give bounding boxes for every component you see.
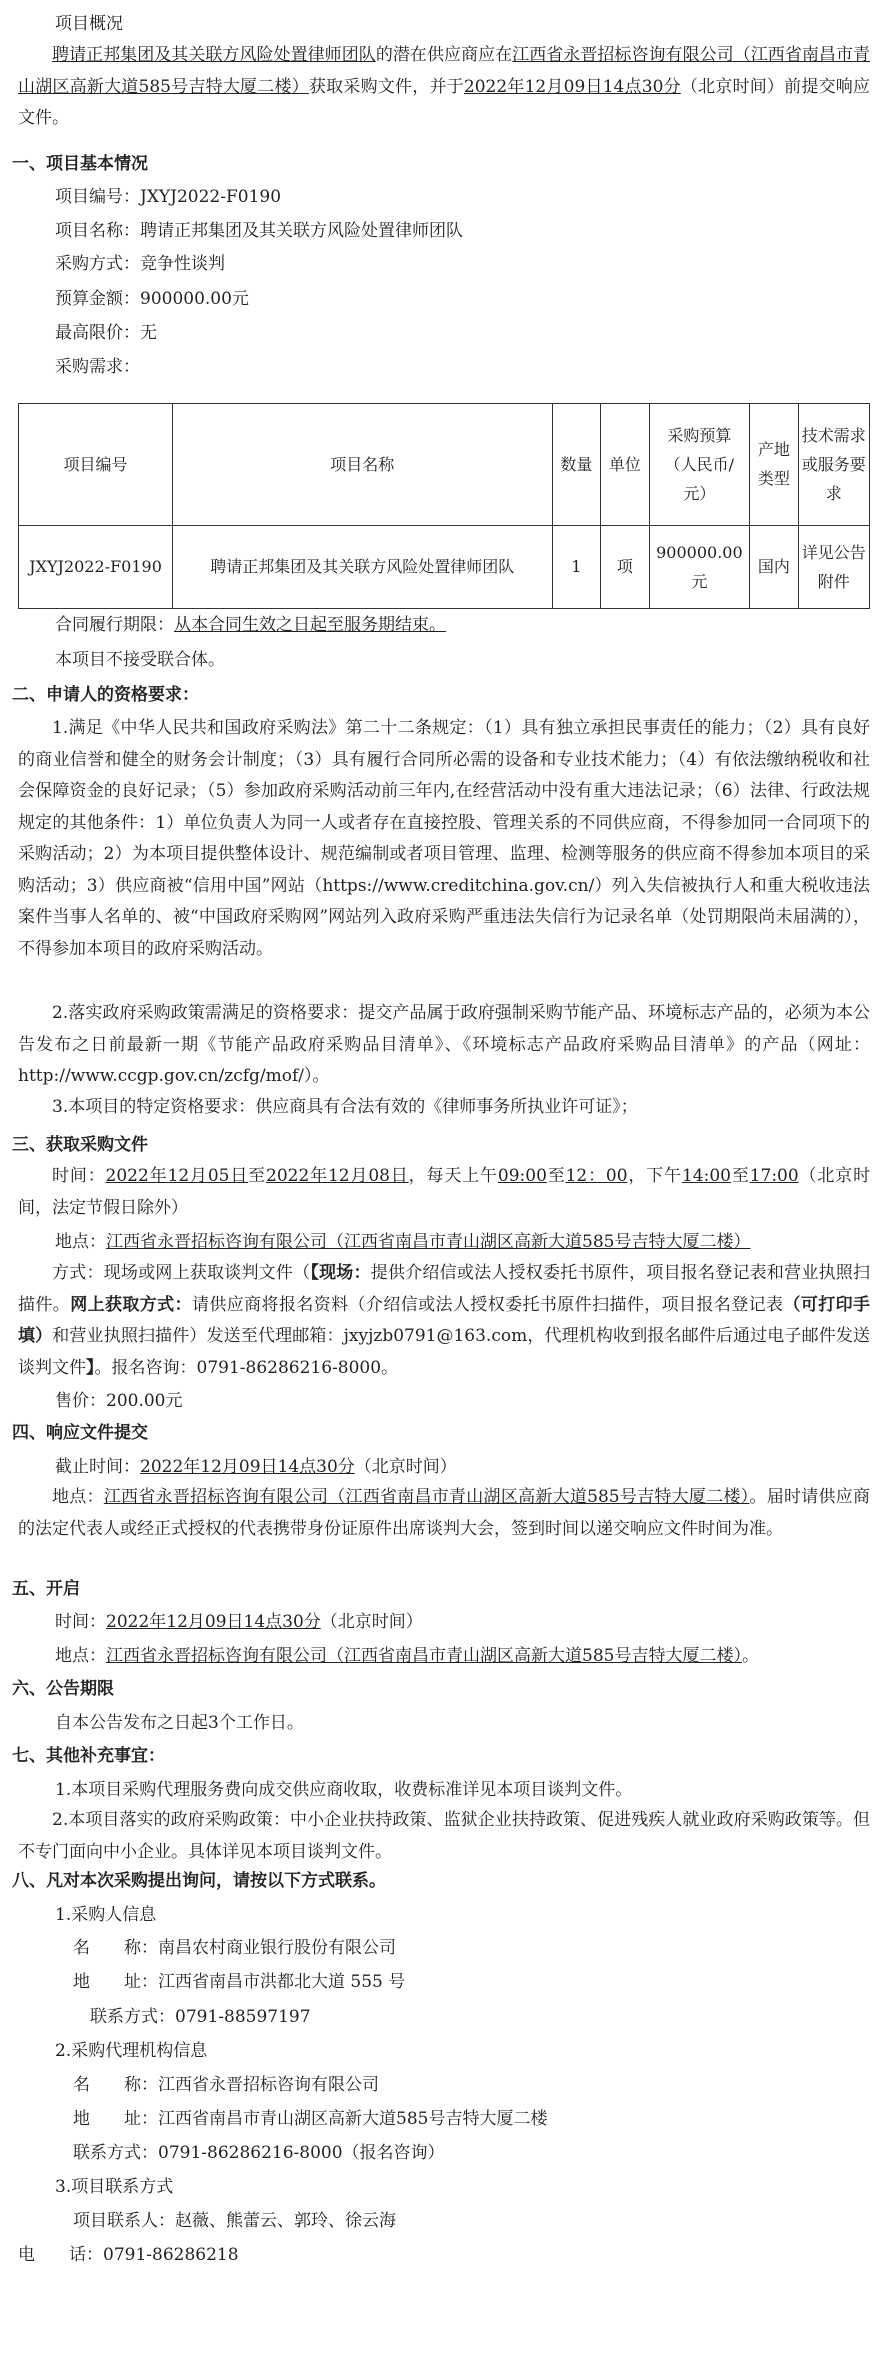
table-header: 技术需求或服务要求 [798,404,869,526]
table-cell: 国内 [750,525,799,608]
table-header: 项目编号 [19,404,173,526]
section6-title: 六、公告期限 [12,1679,114,1699]
buyer-address: 地 址：江西省南昌市洪都北大道 555 号 [73,1972,406,1992]
table-cell: 项 [601,525,650,608]
procurement-method: 采购方式：竞争性谈判 [55,254,225,274]
table-header: 单位 [601,404,650,526]
notice-period: 自本公告发布之日起3个工作日。 [55,1713,304,1733]
table-header: 采购预算（人民币/元） [649,404,749,526]
qualification-2: 2.落实政府采购政策需满足的资格要求：提交产品属于政府强制采购节能产品、环境标志产品的，必须为本公告发布之日前最新一期《节能产品政府采购品目清单》、《环境标志产品政府采购品目清单》的产品（网址：http://www.ccgp.gov.cn/zcfg/mof/）。 [18,1003,870,1086]
overview-agency: 江西省永晋招标咨询有限公司（江西省南昌市青山湖区高新大道585号吉特大厦二楼） [18,45,871,97]
buyer-name: 名 称：南昌农村商业银行股份有限公司 [73,1938,396,1958]
demand-label: 采购需求： [55,357,140,377]
overview-deadline: 2022年12月09日14点30分 [463,76,681,97]
project-contact-people: 项目联系人：赵薇、熊蕾云、郭玲、徐云海 [73,2211,396,2231]
table-cell: 聘请正邦集团及其关联方风险处置律师团队 [173,525,552,608]
overview-label: 项目概况 [55,14,123,34]
consortium-note: 本项目不接受联合体。 [55,650,225,670]
section5-title: 五、开启 [12,1579,80,1599]
buyer-info-title: 1.采购人信息 [55,1905,157,1925]
overview-project-name: 聘请正邦集团及其关联方风险处置律师团队 [52,45,376,65]
project-name: 项目名称：聘请正邦集团及其关联方风险处置律师团队 [55,221,463,241]
section1-title: 一、项目基本情况 [12,154,148,174]
agent-info-title: 2.采购代理机构信息 [55,2041,208,2061]
acquire-method: 方式：现场或网上获取谈判文件（【现场：提供介绍信或法人授权委托书原件，项目报名登记表和营业执照扫描件。网上获取方式：请供应商将报名资料（介绍信或法人授权委托书原件扫描件，项目报名登记表（可打印手填）和营业执照扫描件）发送至代理邮箱：jxyjzb0791@163.com，代理机构收到报名邮件后通过电子邮件发送谈判文件】。报名咨询：0791-86286216-8000。 [18,1263,871,1378]
table-row [19,525,870,608]
opening-place: 地点：江西省永晋招标咨询有限公司（江西省南昌市青山湖区高新大道585号吉特大厦二楼）。 [55,1646,759,1666]
table-cell: 1 [552,525,601,608]
qualification-1: 1.满足《中华人民共和国政府采购法》第二十二条规定：（1）具有独立承担民事责任的能力；（2）具有良好的商业信誉和健全的财务会计制度；（3）具有履行合同所必需的设备和专业技术能力；（4）有依法缴纳税收和社会保障资金的良好记录；（5）参加政府采购活动前三年内,在经营活动中没有重大违法记录；（6）法律、行政法规规定的其他条件：1）单位负责人为同一人或者存在直接控股、管理关系的不同供应商，不得参加同一合同项下的采购活动；2）为本项目提供整体设计、规范编制或者项目管理、监理、检测等服务的供应商不得参加本项目的采购活动；3）供应商被“信用中国”网站（https://www.creditchina.gov.cn/）列入失信被执行人和重大税收违法案件当事人名单的、被“中国政府采购网”网站列入政府采购严重违法失信行为记录名单（处罚期限尚未届满的），不得参加本项目的政府采购活动。 [18,718,870,959]
supplement-2: 2.本项目落实的政府采购政策：中小企业扶持政策、监狱企业扶持政策、促进残疾人就业政府采购政策等。但不专门面向中小企业。具体详见本项目谈判文件。 [18,1810,870,1862]
table-cell: 900000.00元 [649,525,749,608]
supplement-1: 1.本项目采购代理服务费向成交供应商收取，收费标准详见本项目谈判文件。 [55,1780,633,1800]
budget-amount: 预算金额：900000.00元 [55,289,249,309]
table-cell: JXYJ2022-F0190 [19,525,173,608]
project-contact-phone: 电 话：0791-86286218 [18,2245,239,2265]
agent-address: 地 址：江西省南昌市青山湖区高新大道585号吉特大厦二楼 [73,2109,548,2129]
requirements-table [18,403,870,609]
overview-paragraph: 聘请正邦集团及其关联方风险处置律师团队的潜在供应商应在江西省永晋招标咨询有限公司（江西省南昌市青山湖区高新大道585号吉特大厦二楼）获取采购文件，并于2022年12月09日14点30分（北京时间）前提交响应文件。 [18,45,871,128]
section4-title: 四、响应文件提交 [12,1423,148,1443]
agent-name: 名 称：江西省永晋招标咨询有限公司 [73,2075,379,2095]
acquire-time: 时间：2022年12月05日至2022年12月08日，每天上午09:00至12：00，下午14:00至17:00（北京时间，法定节假日除外） [18,1166,871,1218]
acquire-place: 地点：江西省永晋招标咨询有限公司（江西省南昌市青山湖区高新大道585号吉特大厦二楼） [55,1232,751,1252]
project-number: 项目编号：JXYJ2022-F0190 [55,187,282,207]
contract-period: 合同履行期限：从本合同生效之日起至服务期结束。 [55,615,446,635]
opening-time: 时间：2022年12月09日14点30分（北京时间） [55,1612,423,1632]
submission-place: 地点：江西省永晋招标咨询有限公司（江西省南昌市青山湖区高新大道585号吉特大厦二楼）。届时请供应商的法定代表人或经正式授权的代表携带身份证原件出席谈判大会，签到时间以递交响应文件时间为准。 [18,1487,871,1539]
section7-title: 七、其他补充事宜： [12,1746,165,1766]
qualification-3: 3.本项目的特定资格要求：供应商具有合法有效的《律师事务所执业许可证》； [52,1097,638,1117]
section3-title: 三、获取采购文件 [12,1135,148,1155]
project-contact-title: 3.项目联系方式 [55,2177,174,2197]
document-price: 售价：200.00元 [55,1391,183,1411]
ceiling-price: 最高限价：无 [55,323,157,343]
table-cell: 详见公告附件 [798,525,869,608]
table-header: 数量 [552,404,601,526]
section2-title: 二、申请人的资格要求： [12,685,199,705]
buyer-contact: 联系方式：0791-88597197 [90,2007,311,2027]
submission-deadline: 截止时间：2022年12月09日14点30分（北京时间） [55,1457,457,1477]
table-header: 产地类型 [750,404,799,526]
table-header: 项目名称 [173,404,552,526]
section8-title: 八、凡对本次采购提出询问，请按以下方式联系。 [12,1871,386,1891]
table-header-row [19,404,870,526]
agent-contact: 联系方式：0791-86286216-8000（报名咨询） [73,2143,445,2163]
